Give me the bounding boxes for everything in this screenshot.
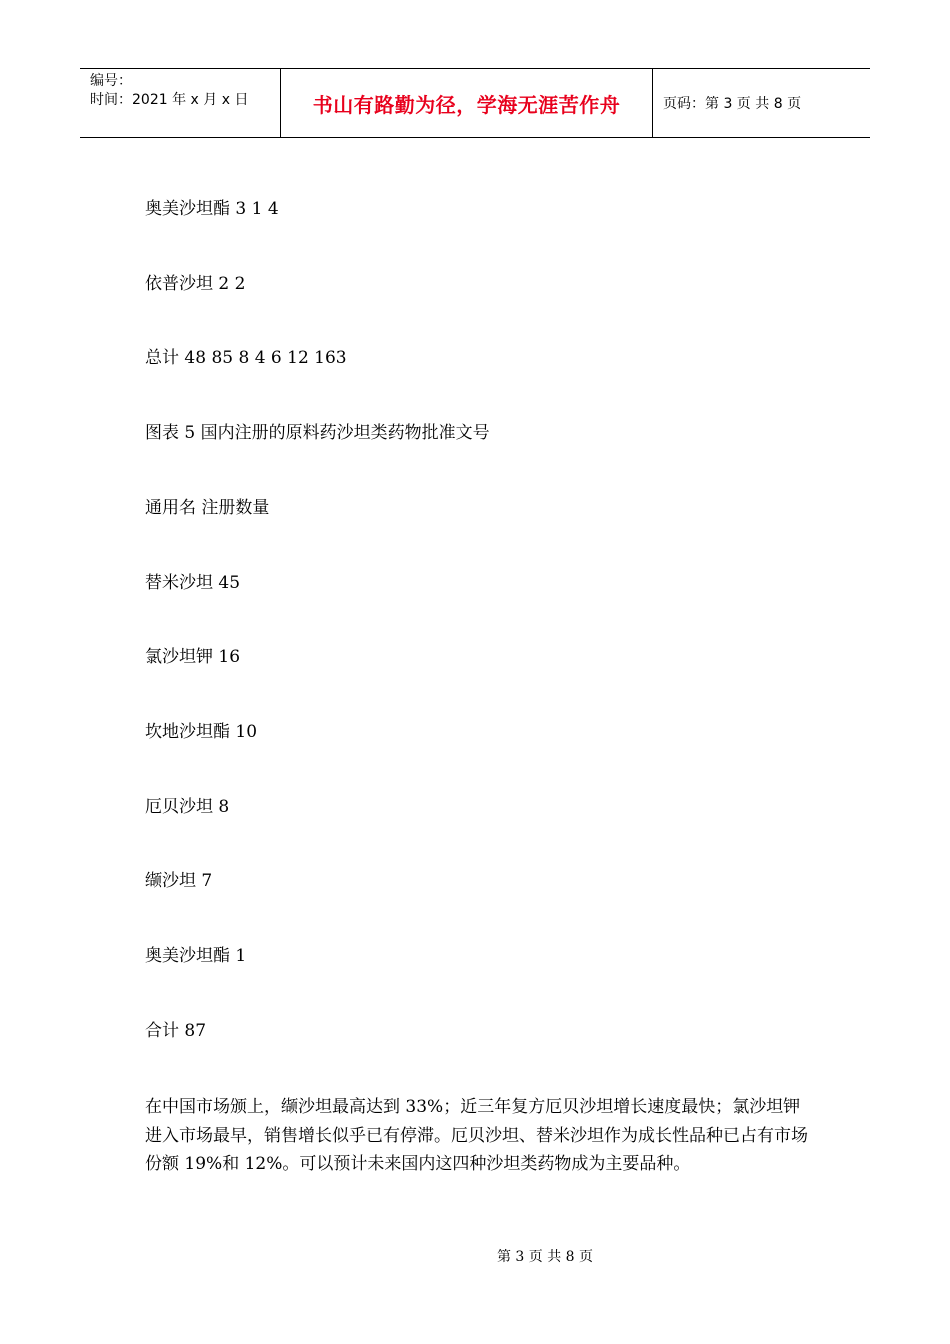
table-row: 替米沙坦 45 (145, 573, 241, 593)
header-meta (80, 69, 281, 137)
body-line: 总计 48 85 8 4 6 12 163 (145, 348, 347, 368)
table-row: 厄贝沙坦 8 (145, 797, 230, 817)
document-number-label: 编号： (90, 73, 132, 89)
body-line: 依普沙坦 2 2 (145, 274, 246, 294)
body-paragraph: 在中国市场颁上，缬沙坦最高达到 33%；近三年复方厄贝沙坦增长速度最快；氯沙坦钾进入市场最早，销售增长似乎已有停滞。厄贝沙坦、替米沙坦作为成长性品种已占有市场份额 19%和 12%。可以预计未来国内这四种沙坦类药物成为主要品种。 (145, 1097, 808, 1174)
table-header: 通用名 注册数量 (145, 498, 270, 518)
page-header (80, 68, 870, 138)
page-footer: 第 3 页 共 8 页 (496, 1249, 594, 1265)
table-caption: 图表 5 国内注册的原料药沙坦类药物批准文号 (145, 423, 490, 443)
table-row: 缬沙坦 7 (145, 871, 213, 891)
body-line: 奥美沙坦酯 3 1 4 (145, 199, 279, 219)
table-row: 氯沙坦钾 16 (145, 647, 241, 667)
header-motto: 书山有路勤为径，学海无涯苦作舟 (312, 92, 621, 117)
header-motto-cell (281, 69, 653, 137)
table-row: 坎地沙坦酯 10 (145, 722, 258, 742)
header-page-info: 页码：第 3 页 共 8 页 (663, 96, 802, 112)
table-row: 奥美沙坦酯 1 (145, 946, 247, 966)
table-total-row: 合计 87 (145, 1021, 207, 1041)
document-date-label: 时间：2021 年 x 月 x 日 (90, 92, 249, 108)
